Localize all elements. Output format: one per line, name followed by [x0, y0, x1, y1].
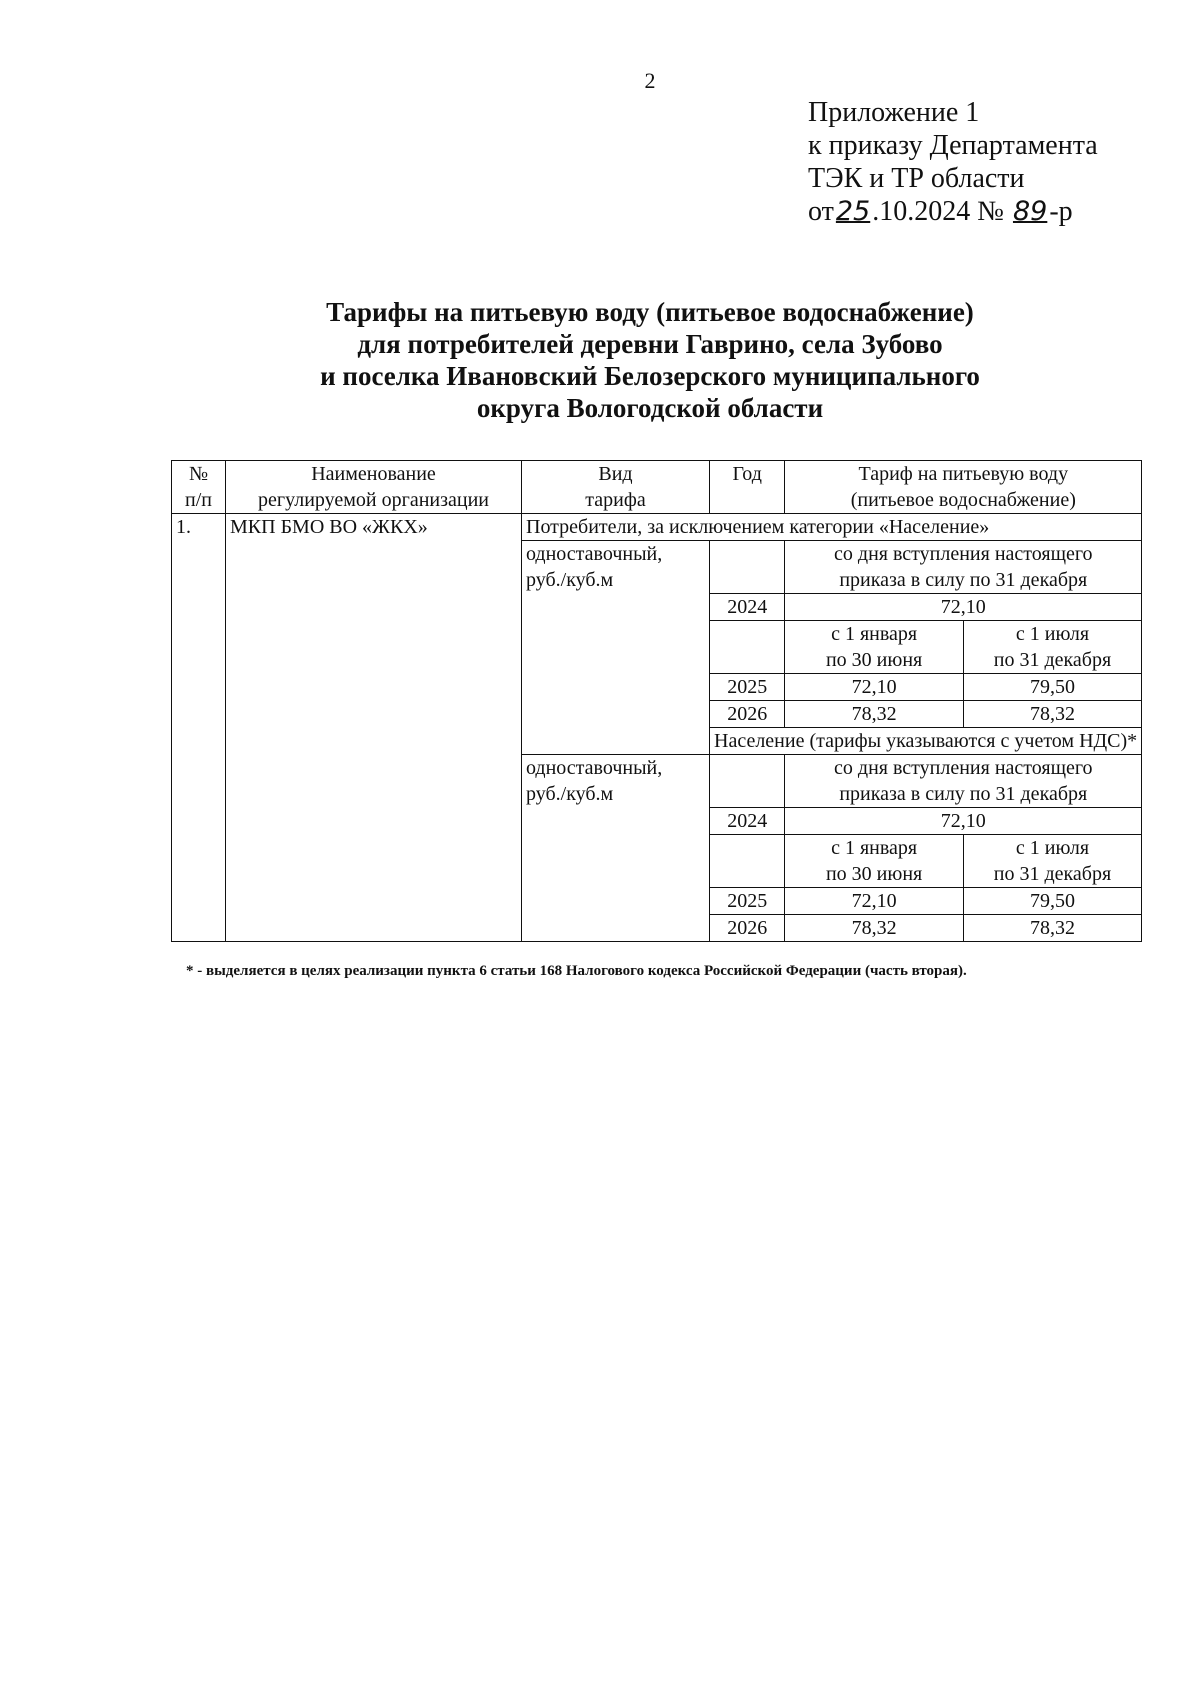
title-line-2: для потребителей деревни Гаврино, села Зубово: [357, 329, 943, 359]
year-cell-empty: [710, 541, 785, 594]
date-prefix: от: [808, 196, 834, 227]
title-line-4: округа Вологодской области: [476, 393, 824, 423]
header-tariff: Тариф на питьевую воду (питьевое водоснабжение): [785, 461, 1142, 514]
page-number: 2: [644, 68, 656, 93]
year-cell: 2026: [710, 701, 785, 728]
year-cell: 2024: [710, 808, 785, 835]
handwritten-day: 25: [835, 196, 871, 227]
header-year: Год: [710, 461, 785, 514]
title-line-1: Тарифы на питьевую воду (питьевое водоснабжение): [326, 297, 974, 327]
period-half-2: с 1 июля по 31 декабря: [963, 621, 1141, 674]
year-cell-empty: [710, 621, 785, 674]
category-label: Потребители, за исключением категории «Население»: [522, 514, 1142, 541]
handwritten-order-number: 89: [1012, 196, 1048, 227]
value-cell: 79,50: [963, 888, 1141, 915]
table-row: [172, 514, 1142, 541]
value-cell: 72,10: [785, 594, 1142, 621]
header-type: Вид тарифа: [522, 461, 710, 514]
period-full: со дня вступления настоящего приказа в силу по 31 декабря: [785, 755, 1142, 808]
organization-name: МКП БМО ВО «ЖКХ»: [226, 514, 522, 942]
year-cell: 2026: [710, 915, 785, 942]
period-half-1: с 1 января по 30 июня: [785, 835, 963, 888]
appendix-date-line: [808, 195, 1098, 228]
value-cell: 78,32: [963, 701, 1141, 728]
value-cell: 78,32: [785, 915, 963, 942]
appendix-line-2: к приказу Департамента: [808, 130, 1098, 161]
period-half-2: с 1 июля по 31 декабря: [963, 835, 1141, 888]
appendix-header: [808, 96, 1098, 228]
period-half-1: с 1 января по 30 июня: [785, 621, 963, 674]
order-suffix: -р: [1049, 196, 1073, 227]
year-cell: 2025: [710, 674, 785, 701]
value-cell: 72,10: [785, 808, 1142, 835]
date-rest: .10.2024 №: [872, 196, 1004, 227]
category-label: Население (тарифы указываются с учетом НДС)*: [710, 728, 1142, 755]
footnote: * - выделяется в целях реализации пункта 6 статьи 168 Налогового кодекса Российской Федерации (часть вторая).: [186, 963, 967, 979]
tariff-table: [171, 460, 1142, 942]
period-full: со дня вступления настоящего приказа в силу по 31 декабря: [785, 541, 1142, 594]
year-cell: 2025: [710, 888, 785, 915]
value-cell: 79,50: [963, 674, 1141, 701]
row-number: 1.: [172, 514, 226, 942]
title-line-3: и поселка Ивановский Белозерского муниципального: [320, 361, 980, 391]
tariff-type: одноставочный, руб./куб.м: [522, 541, 710, 755]
tariff-type: одноставочный, руб./куб.м: [522, 755, 710, 942]
value-cell: 72,10: [785, 888, 963, 915]
appendix-line-3: ТЭК и ТР области: [808, 163, 1025, 194]
value-cell: 78,32: [963, 915, 1141, 942]
document-title: [200, 296, 1100, 424]
year-cell: 2024: [710, 594, 785, 621]
header-org: Наименование регулируемой организации: [226, 461, 522, 514]
value-cell: 78,32: [785, 701, 963, 728]
appendix-line-1: Приложение 1: [808, 97, 980, 128]
value-cell: 72,10: [785, 674, 963, 701]
year-cell-empty: [710, 755, 785, 808]
year-cell-empty: [710, 835, 785, 888]
header-row: [172, 461, 1142, 514]
header-num: № п/п: [172, 461, 226, 514]
